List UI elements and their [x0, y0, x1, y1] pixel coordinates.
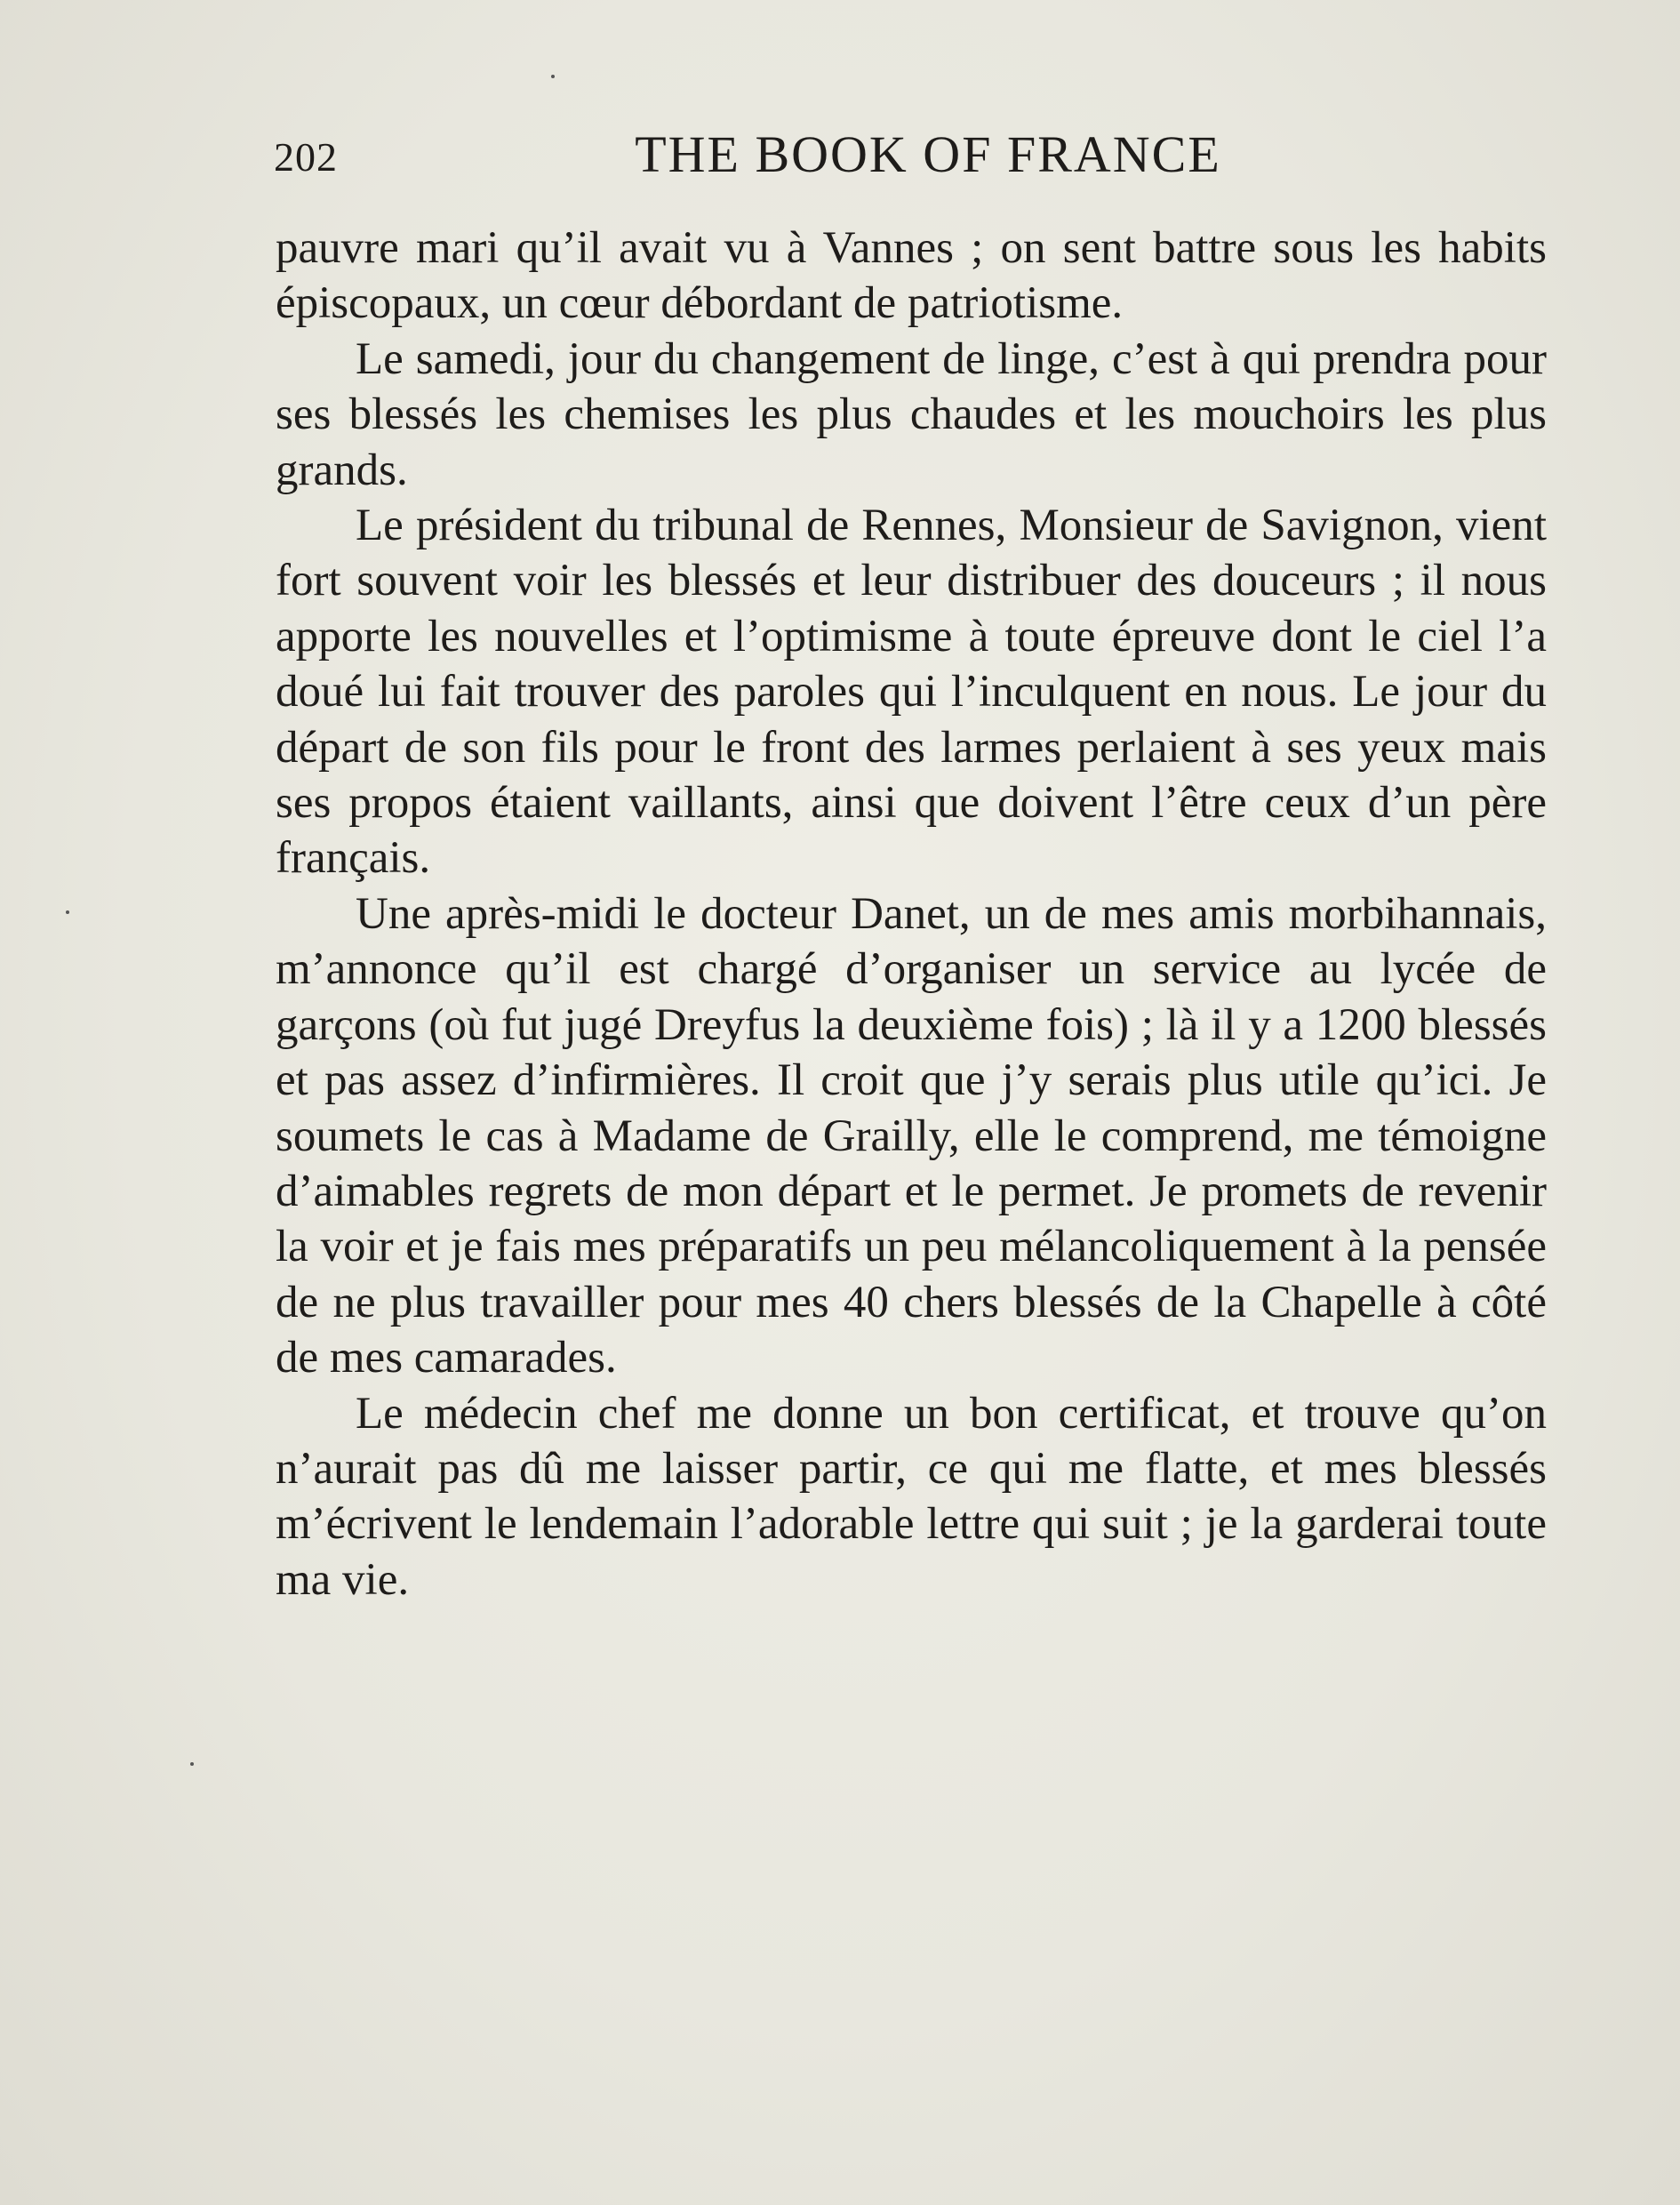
paragraph-4: Une après-midi le docteur Danet, un de mes amis morbihannais, m’annonce qu’il est chargé d’organiser un service au lycée de garçons (où fut jugé Dreyfus la deuxième fois) ; là il y a 1200 blessés et pas assez d’infirmières. Il croit que j’y serais plus utile qu’ici. Je soumets le cas à Madame de Grailly, elle le comprend, me témoigne d’aimables regrets de mon départ et le permet. Je promets de revenir la voir et je fais mes préparatifs un peu mélancoliquement à la pensée de ne plus travailler pour mes 40 chers blessés de la Chapelle à côté de mes camarades. [276, 888, 1547, 1383]
paper-speck [551, 75, 555, 78]
paragraph-5: Le médecin chef me donne un bon certificat, et trouve qu’on n’aurait pas dû me laisser partir, ce qui me flatte, et mes blessés m’écrivent le lendemain l’adorable lettre qui suit ; je la garderai toute ma vie. [276, 1388, 1547, 1605]
page-header [274, 124, 1547, 196]
paper-speck [190, 1762, 194, 1766]
paragraph-2: Le samedi, jour du changement de linge, c’est à qui prendra pour ses blessés les chemises les plus chaudes et les mouchoirs les plus grands. [276, 333, 1547, 495]
running-title: THE BOOK OF FRANCE [635, 125, 1221, 183]
paragraph-3: Le président du tribunal de Rennes, Monsieur de Savignon, vient fort souvent voir les blessés et leur distribuer des douceurs ; il nous apporte les nouvelles et l’optimisme à toute épreuve dont le ciel l’a doué lui fait trouver des paroles qui l’inculquent en nous. Le jour du départ de son fils pour le front des larmes perlaient à ses yeux mais ses propos étaient vaillants, ainsi que doivent l’être ceux d’un père français. [276, 501, 1547, 884]
paper-speck [66, 910, 69, 914]
paragraph-1: pauvre mari qu’il avait vu à Vannes ; on sent battre sous les habits épiscopaux, un cœur débordant de patriotisme. [276, 223, 1547, 329]
page-number: 202 [274, 134, 338, 180]
body-text [276, 220, 1547, 1608]
